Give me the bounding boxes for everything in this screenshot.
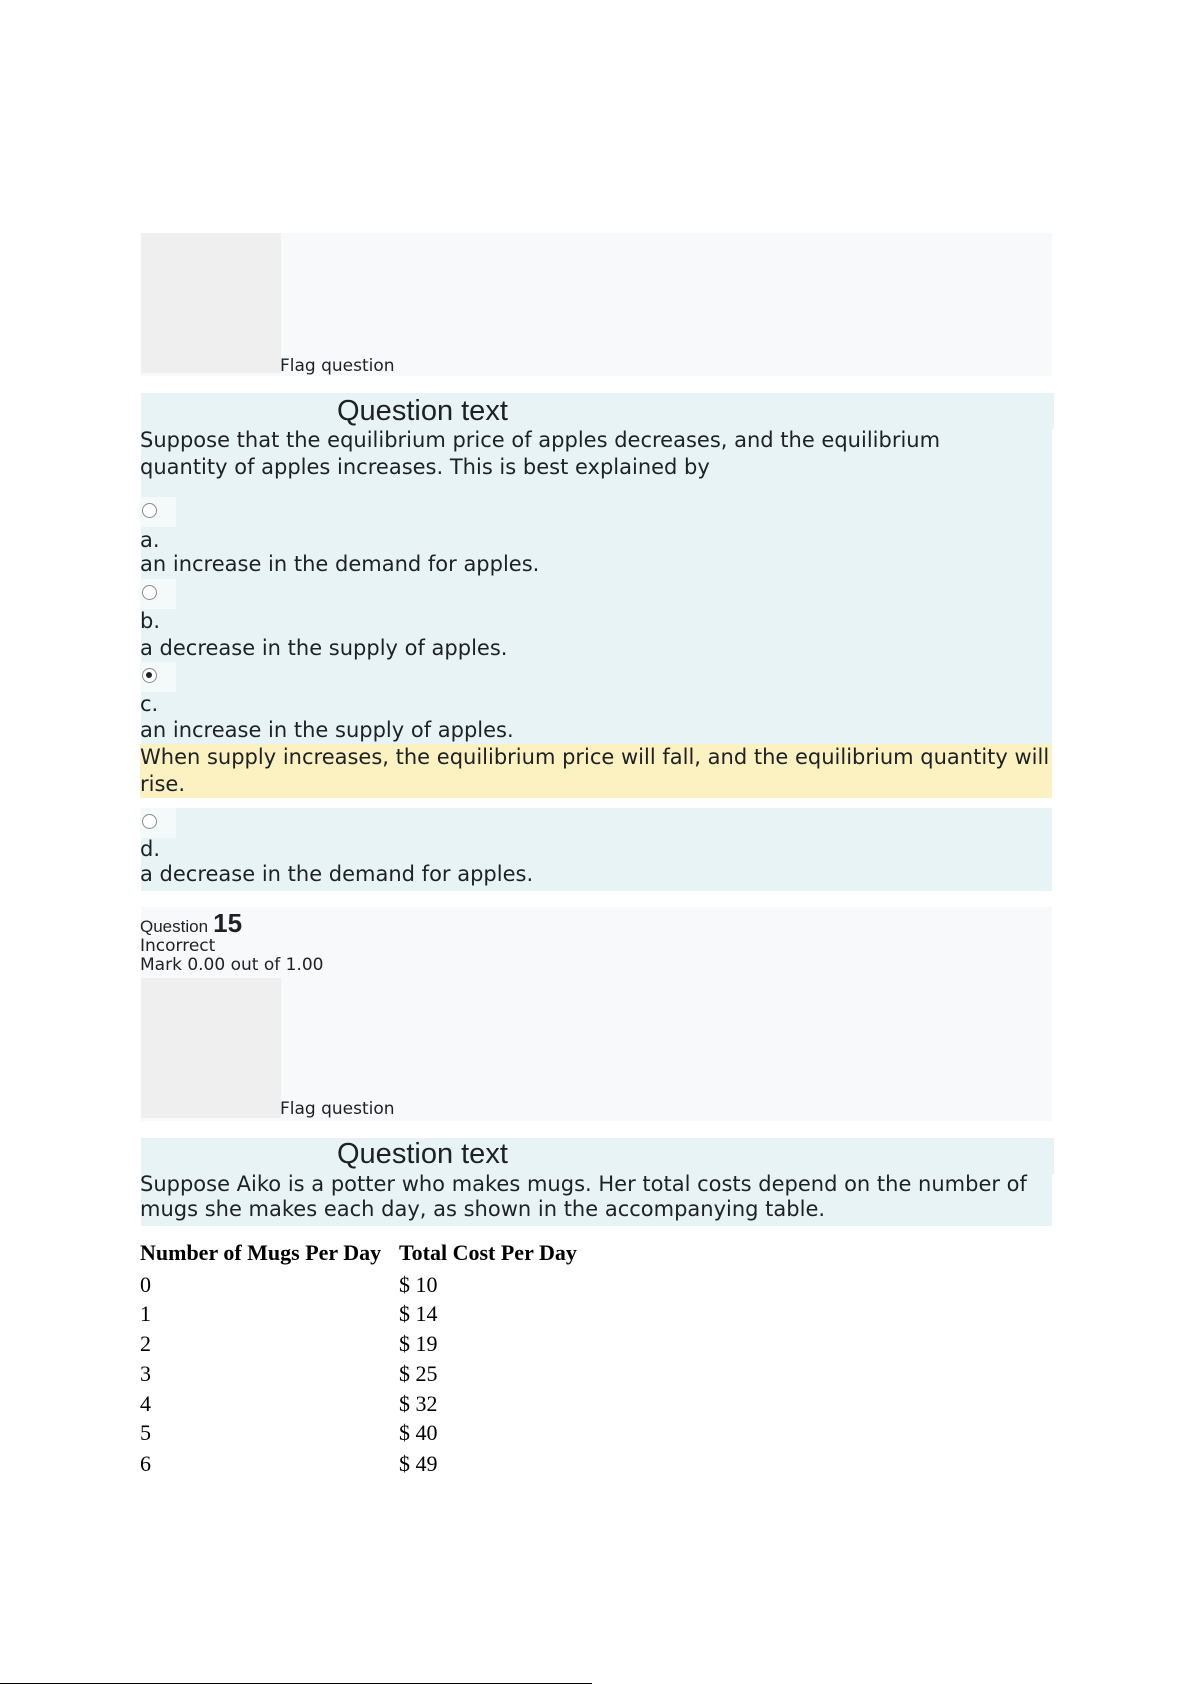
question-label: Question <box>140 917 209 936</box>
table-header-cost: Total Cost Per Day <box>399 1240 577 1265</box>
option-b-text: a decrease in the supply of apples. <box>140 636 508 660</box>
table-cell-mugs: 4 <box>140 1391 151 1416</box>
option-a-text: an increase in the demand for apples. <box>140 552 540 576</box>
table-cell-cost: $ 10 <box>399 1272 438 1297</box>
question-prompt: Suppose Aiko is a potter who makes mugs. Her total costs depend on the number of mugs she makes each day, as shown in the accompanying table. <box>140 1172 1027 1221</box>
table-header-mugs: Number of Mugs Per Day <box>140 1240 382 1265</box>
option-a-letter: a. <box>140 528 160 552</box>
question-prompt: Suppose that the equilibrium price of apples decreases, and the equilibrium quantity of apples increases. This is best explained by <box>140 428 941 479</box>
option-d-radio[interactable] <box>140 808 176 838</box>
page-footer-rule <box>0 1683 592 1684</box>
table-cell-mugs: 1 <box>140 1301 151 1326</box>
question-text-heading: Question text <box>337 1138 508 1170</box>
question-mark: Mark 0.00 out of 1.00 <box>140 955 324 975</box>
radio-selected-icon <box>142 668 157 683</box>
table-cell-mugs: 5 <box>140 1420 151 1445</box>
option-a-radio[interactable] <box>140 497 176 527</box>
option-c-radio[interactable] <box>140 662 176 692</box>
question-text-heading: Question text <box>337 395 508 427</box>
flag-icon-placeholder[interactable] <box>141 233 281 373</box>
radio-icon <box>142 503 157 518</box>
flag-question-link[interactable]: Flag question <box>280 1099 395 1119</box>
question-number <box>140 908 242 939</box>
question-status: Incorrect <box>140 936 216 956</box>
table-cell-mugs: 6 <box>140 1451 151 1476</box>
table-cell-cost: $ 25 <box>399 1361 438 1386</box>
table-cell-mugs: 0 <box>140 1272 151 1297</box>
option-c-letter: c. <box>140 692 159 716</box>
table-cell-mugs: 2 <box>140 1331 151 1356</box>
option-b-letter: b. <box>140 609 161 633</box>
option-b-radio[interactable] <box>140 579 176 609</box>
table-cell-cost: $ 14 <box>399 1301 438 1326</box>
option-d-letter: d. <box>140 837 161 861</box>
radio-icon <box>142 814 157 829</box>
question-number-value: 15 <box>213 908 243 938</box>
option-d-text: a decrease in the demand for apples. <box>140 862 534 886</box>
flag-question-link[interactable]: Flag question <box>280 356 395 376</box>
table-cell-cost: $ 19 <box>399 1331 438 1356</box>
option-c-text: an increase in the supply of apples. <box>140 718 514 742</box>
table-cell-cost: $ 49 <box>399 1451 438 1476</box>
radio-icon <box>142 585 157 600</box>
feedback-gap <box>141 798 1052 808</box>
flag-icon-placeholder[interactable] <box>141 978 281 1118</box>
table-cell-cost: $ 32 <box>399 1391 438 1416</box>
table-cell-cost: $ 40 <box>399 1420 438 1445</box>
answer-feedback: When supply increases, the equilibrium price will fall, and the equilibrium quantity will rise. <box>140 744 1052 798</box>
table-cell-mugs: 3 <box>140 1361 151 1386</box>
